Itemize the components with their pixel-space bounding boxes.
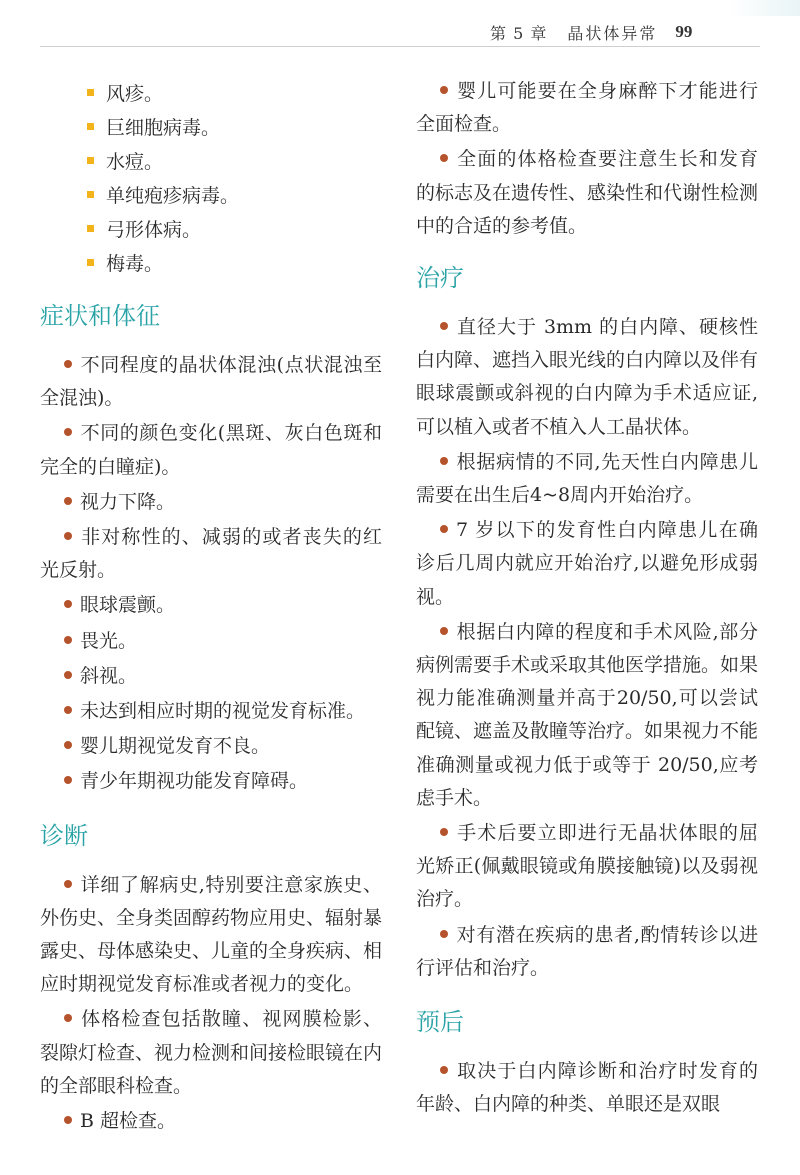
- list-item: 未达到相应时期的视觉发育标准。: [40, 695, 382, 728]
- section-heading-prognosis: 预后: [416, 1008, 464, 1037]
- round-bullet-icon: [64, 671, 72, 679]
- page-number: 99: [675, 22, 693, 41]
- section-heading-symptoms: 症状和体征: [40, 302, 160, 330]
- list-item: 全面的体格检查要注意生长和发育的标志及在遗传性、感染性和代谢性检测中的合适的参考值。: [416, 148, 759, 237]
- round-bullet-icon: [64, 636, 72, 644]
- round-bullet-icon: [64, 706, 72, 714]
- list-item: 手术后要立即进行无晶状体眼的屈光矫正(佩戴眼镜或角膜接触镜)以及弱视治疗。: [416, 822, 758, 911]
- list-item: 风疹。: [40, 75, 382, 109]
- corner-decoration: [730, 0, 800, 16]
- round-bullet-icon: [440, 930, 448, 938]
- square-bullet-icon: [87, 123, 94, 130]
- treatment-list: [416, 311, 758, 985]
- diagnosis-list: [40, 869, 382, 1139]
- square-bullet-icon: [87, 191, 94, 198]
- list-item: 不同程度的晶状体混浊(点状混浊至全混浊)。: [40, 354, 382, 410]
- list-item: 弓形体病。: [40, 211, 382, 245]
- round-bullet-icon: [440, 525, 448, 533]
- section-heading-diagnosis: 诊断: [40, 821, 88, 850]
- round-bullet-icon: [440, 154, 448, 162]
- list-item: 取决于白内障诊断和治疗时发育的年龄、白内障的种类、单眼还是双眼: [416, 1060, 758, 1116]
- round-bullet-icon: [64, 741, 72, 749]
- list-item: 对有潜在疾病的患者,酌情转诊以进行评估和治疗。: [416, 923, 758, 979]
- prognosis-list: [416, 1055, 758, 1121]
- round-bullet-icon: [440, 828, 448, 836]
- round-bullet-icon: [440, 1066, 448, 1074]
- section-heading-treatment: 治疗: [416, 264, 464, 293]
- list-item: 体格检查包括散瞳、视网膜检影、裂隙灯检查、视力检测和间接检眼镜在内的全部眼科检查。: [40, 1008, 383, 1097]
- header-rule: [40, 46, 760, 47]
- round-bullet-icon: [64, 360, 72, 368]
- round-bullet-icon: [64, 776, 72, 784]
- list-item: 根据病情的不同,先天性白内障患儿需要在出生后4~8周内开始治疗。: [416, 450, 758, 507]
- list-item: 单纯疱疹病毒。: [40, 177, 382, 211]
- round-bullet-icon: [64, 880, 72, 888]
- right-column: [416, 75, 758, 1123]
- round-bullet-icon: [64, 532, 72, 540]
- chapter-label: 第 5 章: [490, 23, 548, 43]
- chapter-title: 晶状体异常: [567, 23, 658, 43]
- square-bullet-icon: [87, 157, 94, 164]
- round-bullet-icon: [440, 457, 448, 465]
- round-bullet-icon: [64, 497, 72, 505]
- list-item: 直径大于 3mm 的白内障、硬核性白内障、遮挡入眼光线的白内障以及伴有眼球震颤或斜视的白内障为手术适应证,可以植入或者不植入人工晶状体。: [416, 316, 759, 438]
- list-item: 7 岁以下的发育性白内障患儿在确诊后几周内就应开始治疗,以避免形成弱视。: [416, 519, 758, 608]
- list-item: B 超检查。: [40, 1105, 382, 1138]
- list-item: 斜视。: [40, 660, 382, 693]
- list-item: 水痘。: [40, 143, 382, 177]
- round-bullet-icon: [64, 1116, 72, 1124]
- list-item: 青少年期视功能发育障碍。: [40, 765, 382, 798]
- list-item: 根据白内障的程度和手术风险,部分病例需要手术或采取其他医学措施。如果视力能准确测量并高于20/50,可以尝试配镜、遮盖及散瞳等治疗。如果视力不能准确测量或视力低于或等于 20/50,应考虑手术。: [416, 620, 759, 809]
- etiology-list: [40, 75, 382, 279]
- running-head: [490, 20, 692, 44]
- round-bullet-icon: [64, 600, 72, 608]
- list-item: 婴儿可能要在全身麻醉下才能进行全面检查。: [416, 80, 758, 136]
- round-bullet-icon: [64, 428, 72, 436]
- square-bullet-icon: [87, 225, 94, 232]
- list-item: 畏光。: [40, 625, 382, 658]
- square-bullet-icon: [87, 89, 94, 96]
- left-column: [40, 75, 382, 1140]
- continued-list: [416, 75, 758, 243]
- square-bullet-icon: [87, 259, 94, 266]
- list-item: 非对称性的、减弱的或者丧失的红光反射。: [40, 526, 382, 582]
- round-bullet-icon: [440, 86, 448, 94]
- symptoms-list: [40, 349, 382, 799]
- list-item: 不同的颜色变化(黑斑、灰白色斑和完全的白瞳症)。: [40, 422, 382, 478]
- list-item: 眼球震颤。: [40, 589, 382, 622]
- round-bullet-icon: [64, 1014, 72, 1022]
- list-item: 巨细胞病毒。: [40, 109, 382, 143]
- list-item: 婴儿期视觉发育不良。: [40, 730, 382, 763]
- round-bullet-icon: [440, 627, 448, 635]
- round-bullet-icon: [440, 322, 448, 330]
- list-item: 梅毒。: [40, 245, 382, 279]
- list-item: 详细了解病史,特别要注意家族史、外伤史、全身类固醇药物应用史、辐射暴露史、母体感染史、儿童的全身疾病、相应时期视觉发育标准或者视力的变化。: [40, 873, 383, 996]
- list-item: 视力下降。: [40, 486, 382, 519]
